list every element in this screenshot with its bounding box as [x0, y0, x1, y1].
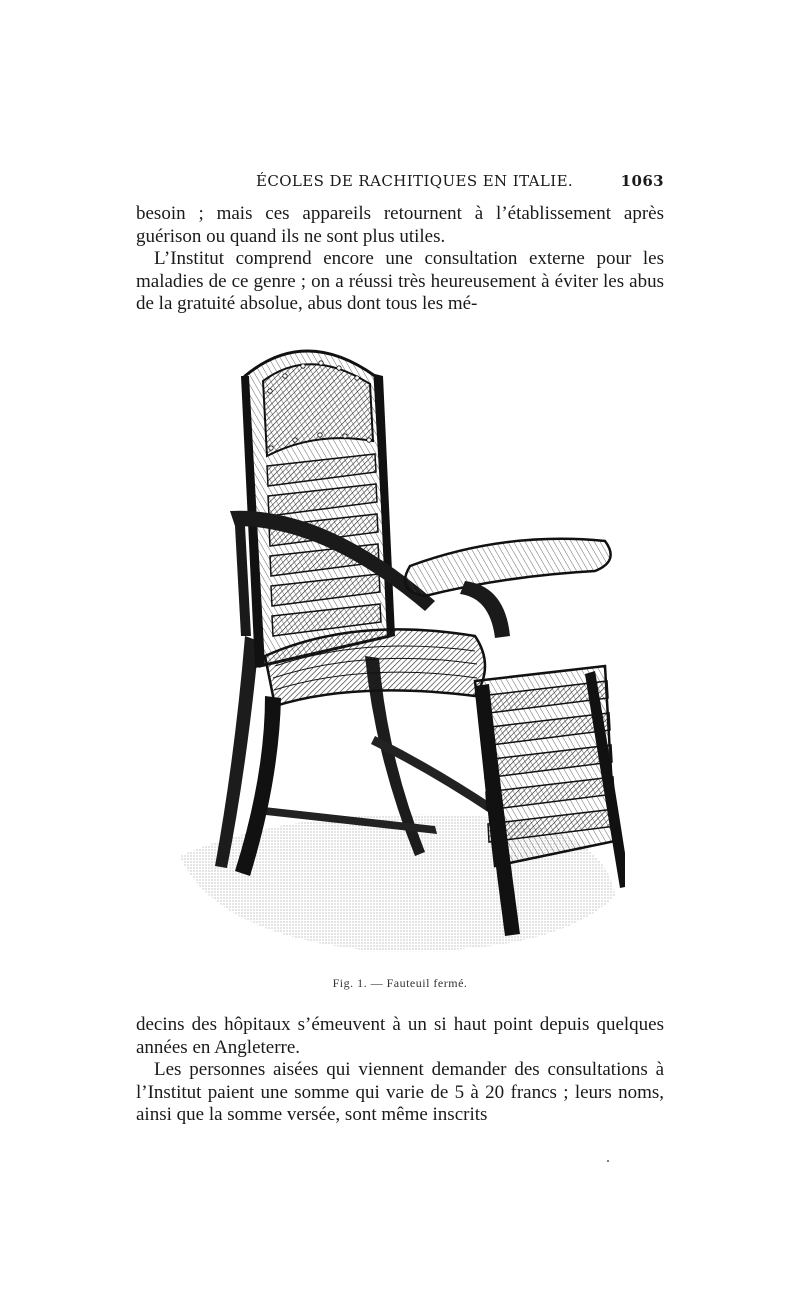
paragraph-continuation: besoin ; mais ces appareils retournent à l’établissement après guérison ou quand ils ne sont plus utiles.	[136, 203, 664, 247]
figure-armchair	[175, 336, 625, 961]
running-head	[136, 172, 664, 194]
paragraph-continuation-2: decins des hôpitaux s’émeuvent à un si haut point depuis quelques années en Angleterre.	[136, 1014, 664, 1058]
paragraph-personnes: Les personnes aisées qui viennent demander des consultations à l’Institut paient une somme qui varie de 5 à 20 francs ; leurs noms, ainsi que la somme versée, sont même inscrits	[136, 1059, 664, 1125]
armchair-illustration	[175, 336, 625, 961]
running-title: ÉCOLES DE RACHITIQUES EN ITALIE.	[256, 172, 574, 190]
page-number: 1063	[620, 172, 664, 190]
paragraph-institut: L’Institut comprend encore une consultation externe pour les maladies de ce genre ; on a réussi très heureusement à éviter les abus de la gratuité absolue, abus dont tous les mé-	[136, 248, 664, 314]
figure-caption: Fig. 1. — Fauteuil fermé.	[332, 976, 468, 990]
text-block-top	[136, 203, 664, 316]
text-block-bottom	[136, 1014, 664, 1127]
ink-speck	[607, 1160, 609, 1162]
